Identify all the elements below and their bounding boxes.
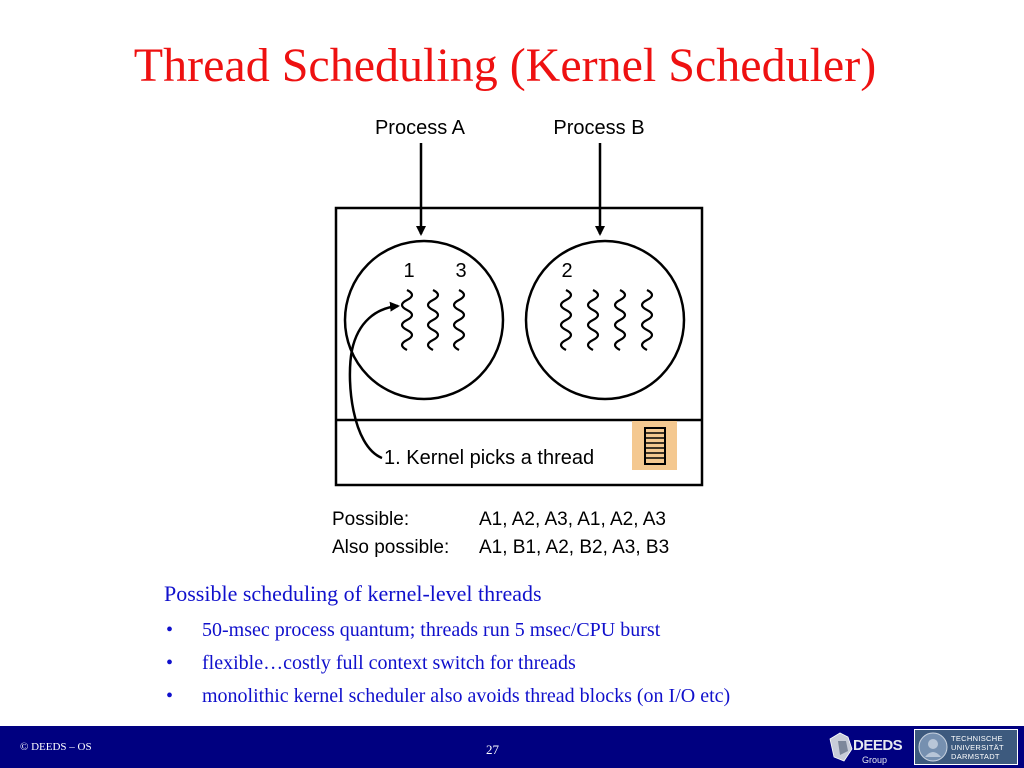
thread-squiggle	[454, 290, 464, 350]
deeds-group-logo	[826, 729, 906, 767]
possible-label: Possible:	[332, 509, 410, 530]
deeds-logo-sub: Group	[862, 755, 888, 765]
possible-sequence: A1, A2, A3, A1, A2, A3	[479, 509, 666, 530]
thread-squiggle	[428, 290, 438, 350]
bullet-item	[164, 617, 730, 650]
footer-copyright: © DEEDS – OS	[20, 741, 92, 753]
thread-squiggle	[402, 290, 412, 350]
thread-squiggle	[588, 290, 598, 350]
thread-squiggle	[642, 290, 652, 350]
bullet-marker: •	[166, 619, 174, 641]
bullet-text: 50-msec process quantum; threads run 5 msec/CPU burst	[202, 619, 661, 641]
process-a-threads	[402, 290, 464, 350]
thread-table-icon	[632, 421, 677, 470]
tu-darmstadt-logo	[914, 729, 1018, 765]
bullet-item	[164, 650, 730, 683]
slide-title: Thread Scheduling (Kernel Scheduler)	[133, 39, 877, 92]
deeds-logo-text: DEEDS	[853, 737, 903, 754]
bullet-marker: •	[166, 685, 174, 707]
process-b-label: Process B	[553, 117, 645, 139]
process-a-label: Process A	[374, 117, 466, 139]
thread-squiggle	[615, 290, 625, 350]
kernel-label: 1. Kernel picks a thread	[384, 447, 595, 469]
thread-squiggle	[561, 290, 571, 350]
tu-logo-line: DARMSTADT	[951, 752, 1000, 761]
tu-logo-line: TECHNISCHE	[951, 734, 1003, 743]
caption-heading: Possible scheduling of kernel-level threads	[164, 581, 542, 606]
footer-bar	[0, 726, 1024, 768]
tu-logo-line: UNIVERSITÄT	[951, 743, 1004, 752]
thread-label-3: 3	[455, 260, 467, 282]
bullet-text: flexible…costly full context switch for threads	[202, 652, 576, 674]
also-possible-sequence: A1, B1, A2, B2, A3, B3	[479, 537, 670, 558]
process-b-threads	[561, 290, 652, 350]
thread-label-1: 1	[403, 260, 415, 282]
also-possible-label: Also possible:	[332, 537, 450, 558]
process-b-circle	[526, 241, 684, 399]
page-number: 27	[486, 742, 499, 757]
bullet-marker: •	[166, 652, 174, 674]
bullet-item	[164, 683, 730, 716]
tu-seal-icon	[917, 731, 949, 763]
thread-label-2: 2	[561, 260, 573, 282]
bullet-text: monolithic kernel scheduler also avoids thread blocks (on I/O etc)	[202, 685, 731, 707]
bullet-list	[164, 617, 730, 716]
